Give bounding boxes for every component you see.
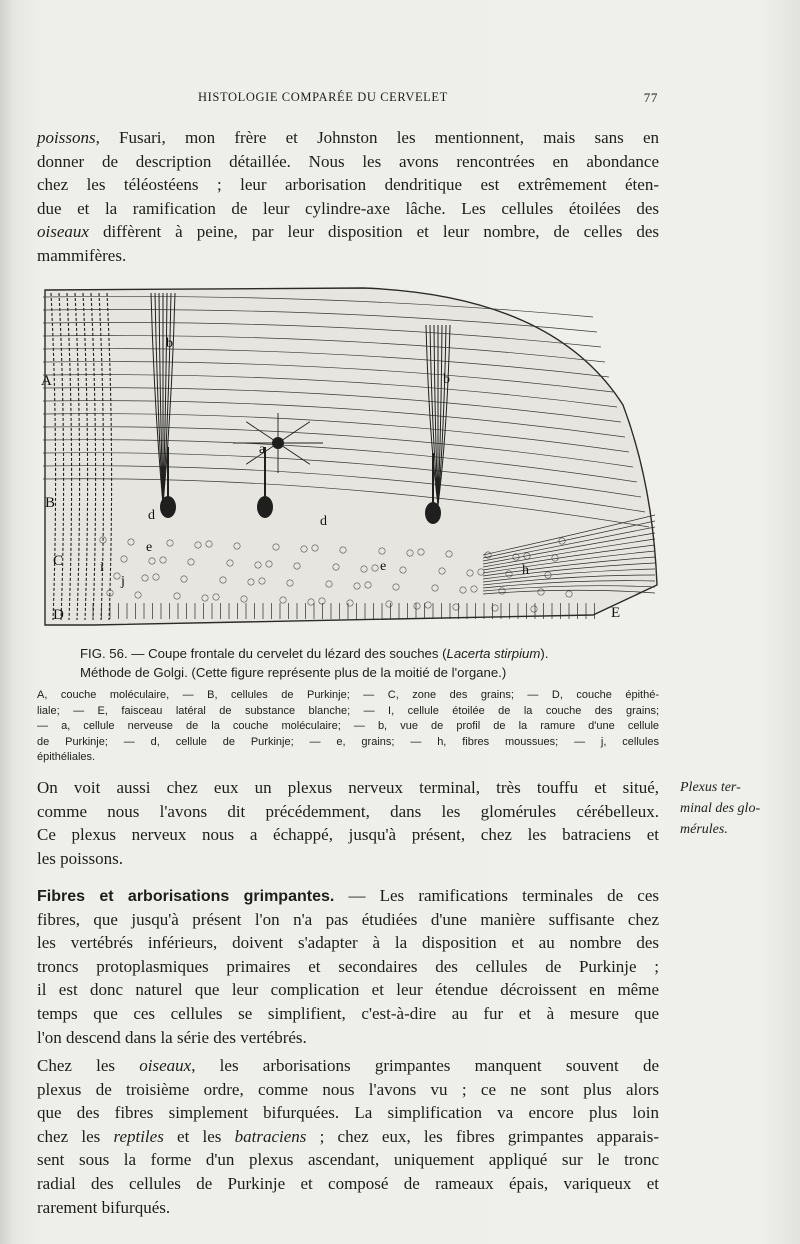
margin-note	[680, 777, 790, 840]
text-line	[37, 1172, 659, 1196]
figure-cell-label: e	[146, 540, 153, 555]
text-run: plexus de troisième ordre, comme nous l'avons vu ; ce ne sont plus alors	[37, 1079, 659, 1099]
italic-run: poissons	[37, 128, 96, 147]
text-run: due et la ramification de leur cylindre-axe lâche. Les cellules étoilées des	[37, 198, 659, 218]
margin-note-line: Plexus ter-	[680, 780, 741, 795]
figure-layer-label: B	[45, 495, 56, 511]
text-line: temps que ces cellules se simplifient, c'est-à-dire au fur et à mesure que	[37, 1003, 659, 1023]
text-run: Chez les	[37, 1056, 140, 1075]
figure-cell-label: e	[380, 559, 387, 574]
section-first-line-text: — Les ramifications terminales de ces	[334, 886, 660, 905]
section-heading: Fibres et arborisations grimpantes.	[37, 888, 335, 905]
margin-note-line: mérules.	[680, 822, 728, 837]
italic-run: reptiles	[113, 1126, 164, 1146]
text-run: , les arborisations grimpantes manquent souvent de	[191, 1056, 659, 1075]
text-run: que des fibres simplement bifurquées. La simplification va encore plus loin	[37, 1103, 659, 1123]
cerebellum-golgi-drawing	[33, 285, 659, 635]
text-line	[37, 1148, 659, 1172]
text-line: il est donc naturel que leur complication et leur étendue décroissent en même	[37, 980, 659, 1000]
text-run: donner de description détaillée. Nous les avons rencontrées en abondance	[37, 151, 659, 171]
legend-line: épithéliales.	[37, 751, 96, 764]
text-run: , Fusari, mon frère et Johnston les mentionnent, mais sans en	[95, 128, 659, 147]
text-line	[37, 173, 659, 197]
figure-layer-label: D	[53, 607, 64, 623]
running-head-title: HISTOLOGIE COMPARÉE DU CERVELET	[198, 90, 448, 104]
text-line	[37, 244, 659, 268]
italic-run: oiseaux	[37, 222, 89, 242]
figure-cell-label: j	[121, 574, 125, 589]
caption-species: Lacerta stirpium	[446, 646, 541, 661]
figure-cell-label: d	[320, 514, 327, 529]
section-climbing-fibres	[37, 884, 659, 1049]
figure-cell-label: b	[166, 336, 173, 351]
text-line	[37, 1054, 659, 1078]
text-run: mammifères.	[37, 245, 127, 265]
figure-cell-label: d	[148, 508, 155, 523]
text-line: Ce plexus nerveux nous a échappé, jusqu'à présent, chez les batraciens et	[37, 825, 659, 845]
purkinje-cell-body	[257, 496, 273, 518]
text-line	[37, 1196, 659, 1220]
text-line	[37, 1101, 659, 1125]
text-run: diffèrent à peine, par leur disposition et leur nombre, de celles des	[88, 222, 659, 242]
caption-text: ).	[540, 646, 549, 661]
page-number: 77	[643, 90, 658, 105]
margin-note-line: minal des glo-	[680, 801, 761, 816]
text-line: comme nous l'avons dit précédemment, dans les glomérules cérébelleux.	[37, 801, 659, 821]
paragraph-last	[37, 1054, 659, 1219]
text-line	[37, 884, 659, 908]
text-run: et les	[163, 1126, 235, 1146]
legend-line: liale; — E, faisceau latéral de substance blanche; — I, cellule étoilée de la couche des grains;	[37, 704, 659, 717]
legend-line: — a, cellule nerveuse de la couche moléculaire; — b, vue de profil de la ramure d'une cellule	[37, 720, 659, 733]
text-line	[37, 220, 659, 244]
paragraph-top	[37, 126, 659, 268]
figure-layer-label: A	[41, 373, 52, 389]
text-run: chez les téléostéens ; leur arborisation dendritique est extrêmement éten-	[37, 175, 659, 195]
text-line	[37, 150, 659, 174]
text-run: chez les	[37, 1126, 114, 1146]
figure-caption-line-2: Méthode de Golgi. (Cette figure représente plus de la moitié de l'organe.)	[80, 665, 507, 680]
text-line: les poissons.	[37, 848, 123, 868]
text-run: ; chez eux, les fibres grimpantes apparais-	[306, 1126, 659, 1146]
text-line: les vertébrés inférieurs, doivent s'adapter à la disposition et au nombre des	[37, 933, 659, 953]
legend-line: de Purkinje; — d, cellule de Purkinje; — e, grains; — h, fibres moussues; — j, cellules	[37, 735, 659, 748]
figure-cell-label: a	[259, 442, 266, 457]
text-line: l'on descend dans la série des vertébrés.	[37, 1027, 307, 1047]
text-line: fibres, que jusqu'à présent l'on n'a pas étudiées d'une manière suffisante chez	[37, 909, 659, 929]
figure-layer-label: C	[53, 553, 64, 569]
text-line: On voit aussi chez eux un plexus nerveux terminal, très touffu et situé,	[37, 778, 659, 797]
italic-run: batraciens	[234, 1126, 307, 1146]
text-line	[37, 1078, 659, 1102]
figure-cell-label: h	[522, 563, 529, 578]
legend-line: A, couche moléculaire, — B, cellules de Purkinje; — C, zone des grains; — D, couche épithé-	[37, 689, 659, 701]
paragraph-plexus	[37, 776, 659, 870]
figure-caption-line-1	[80, 644, 650, 663]
text-line: troncs protoplasmiques primaires et secondaires des cellules de Purkinje ;	[37, 956, 659, 976]
italic-run: oiseaux	[139, 1056, 192, 1075]
text-line	[37, 1125, 659, 1149]
text-run: sent sous la forme d'un plexus ascendant, uniquement appliqué sur le tronc	[37, 1150, 659, 1170]
text-line	[37, 197, 659, 221]
figure-cell-label: i	[100, 560, 104, 575]
figure-legend	[37, 688, 659, 766]
text-line	[37, 126, 659, 150]
figure-cell-label: b	[443, 372, 450, 387]
purkinje-cell-body	[425, 502, 441, 524]
text-run: radial des cellules de Purkinje et composé de rameaux épais, variqueux et	[37, 1173, 659, 1193]
figure-layer-label: E	[611, 605, 621, 621]
text-run: rarement bifurqués.	[37, 1197, 171, 1217]
figure-caption	[80, 644, 650, 682]
section-outline	[45, 288, 657, 625]
figure-56	[33, 285, 659, 635]
caption-text: FIG. 56. — Coupe frontale du cervelet du lézard des souches (	[80, 646, 447, 661]
